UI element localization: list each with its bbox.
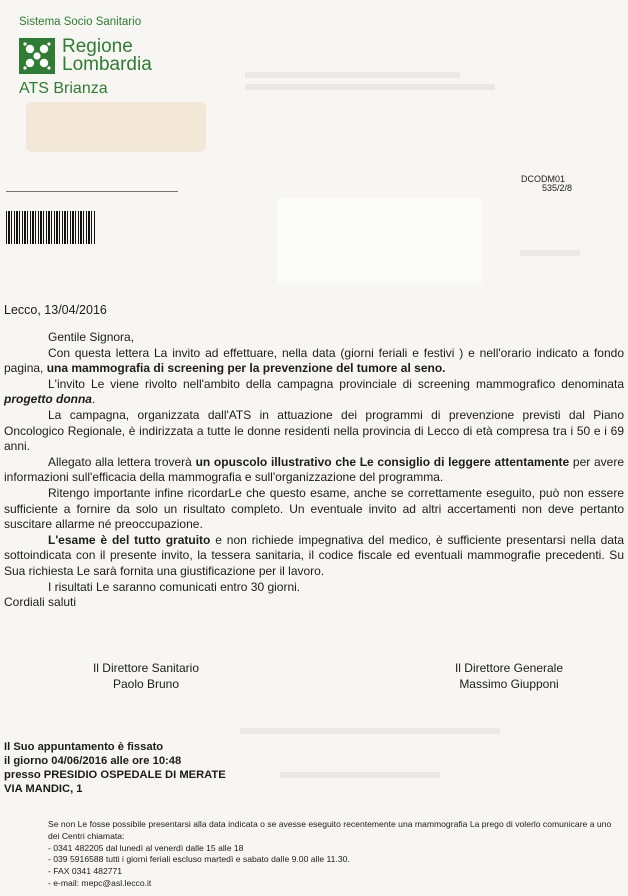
contact-email: - e-mail: mepc@asl.lecco.it (48, 877, 152, 888)
paragraph-3: La campagna, organizzata dall'ATS in attuazione dei programmi di prevenzione previsti dal Piano Oncologico Regionale, è indirizzata a tutte le donne residenti nella provincia di Lecco di età compresa tra i 50 e i 69 anni. (4, 407, 624, 454)
letter-date: Lecco, 13/04/2016 (4, 303, 107, 317)
p2-text: L'invito Le viene rivolto nell'ambito della campagna provinciale di screening mammografico denominata (48, 376, 624, 391)
letter-body (4, 330, 624, 611)
address-window (277, 198, 482, 284)
appointment-date-time: il giorno 04/06/2016 alle ore 10:48 (4, 755, 182, 767)
paragraph-4 (4, 455, 624, 486)
separator-line (6, 191, 178, 192)
p4-end: per avere informazioni sull'efficacia della mammografia e sull'organizzazione del programma. (4, 454, 624, 485)
greeting: Gentile Signora, (48, 330, 135, 344)
footer-intro: Se non Le fosse possibile presentarsi alla data indicata o se avesse eseguito recentemente una mammografia La prego di volerlo comunicare a uno dei Centri chiamata: (48, 819, 612, 841)
contact-phone-2: - 039 5916588 tutti i giorni feriali escluso martedì e sabato dalle 9.00 alle 11.30. (48, 854, 350, 865)
contact-fax: - FAX 0341 482771 (48, 866, 123, 877)
general-director-title: Il Direttore Generale (454, 661, 564, 675)
p4-text: Allegato alla lettera troverà (48, 454, 196, 469)
p6-bold: L'esame è del tutto gratuito (48, 532, 211, 547)
paragraph-2 (4, 377, 624, 408)
paragraph-6 (4, 533, 624, 580)
contact-phone-1: - 0341 482205 dal lunedì al venerdì dalle 15 alle 18 (48, 842, 244, 853)
appointment-line-1: Il Suo appuntamento è fissato (4, 741, 164, 753)
p2-campaign-name: progetto donna (4, 392, 92, 407)
region-name-line1: Regione (62, 36, 133, 57)
signature-right (428, 660, 590, 692)
general-director-name: Massimo Giupponi (459, 677, 559, 691)
paragraph-1 (4, 346, 624, 377)
paragraph-7: I risultati Le saranno comunicati entro 30 giorni. (48, 579, 301, 594)
p2-end: . (91, 392, 96, 407)
p6-text: e non richiede impegnativa del medico, è sufficiente presentarsi nella data sottoindicata con il presente invito, la tessera sanitaria, il codice fiscale ed eventuali mammografie precedenti. Su Sua richiesta Le sarà fornita una giustificazione per il lavoro. (4, 532, 624, 578)
p1-bold: una mammografia di screening per la prevenzione del tumore al seno. (46, 361, 446, 376)
system-name: Sistema Socio Sanitario (19, 16, 142, 28)
p1-text: Con questa lettera La invito ad effettuare, nella data (giorni feriali e festivi ) e nell'orario indicato a fondo pagina, (4, 345, 624, 376)
region-name-line2: Lombardia (62, 54, 152, 75)
barcode (6, 211, 95, 244)
p4-bold: un opuscolo illustrativo che Le consiglio di leggere attentamente (195, 454, 570, 469)
signature-left (78, 660, 214, 692)
document-code: DCODM01 (521, 174, 566, 184)
appointment-address: VIA MANDIC, 1 (4, 783, 83, 795)
sanitary-director-name: Paolo Bruno (112, 677, 180, 691)
paragraph-5: Ritengo importante infine ricordarLe che questo esame, anche se correttamente eseguito, può non essere sufficiente a fornire da solo un risultato completo. Un eventuale invito ad altri accertamenti non deve pertanto suscitare allarme né preoccupazione. (4, 485, 624, 532)
sanitary-director-title: Il Direttore Sanitario (92, 661, 200, 675)
footer-contacts (48, 819, 623, 890)
document-reference: 535/2/8 (542, 183, 573, 193)
agency-name: ATS Brianza (19, 80, 108, 97)
appointment-location: presso PRESIDIO OSPEDALE DI MERATE (4, 769, 226, 781)
regione-lombardia-logo (19, 38, 55, 74)
appointment-details (4, 740, 226, 796)
closing: Cordiali saluti (4, 595, 77, 610)
